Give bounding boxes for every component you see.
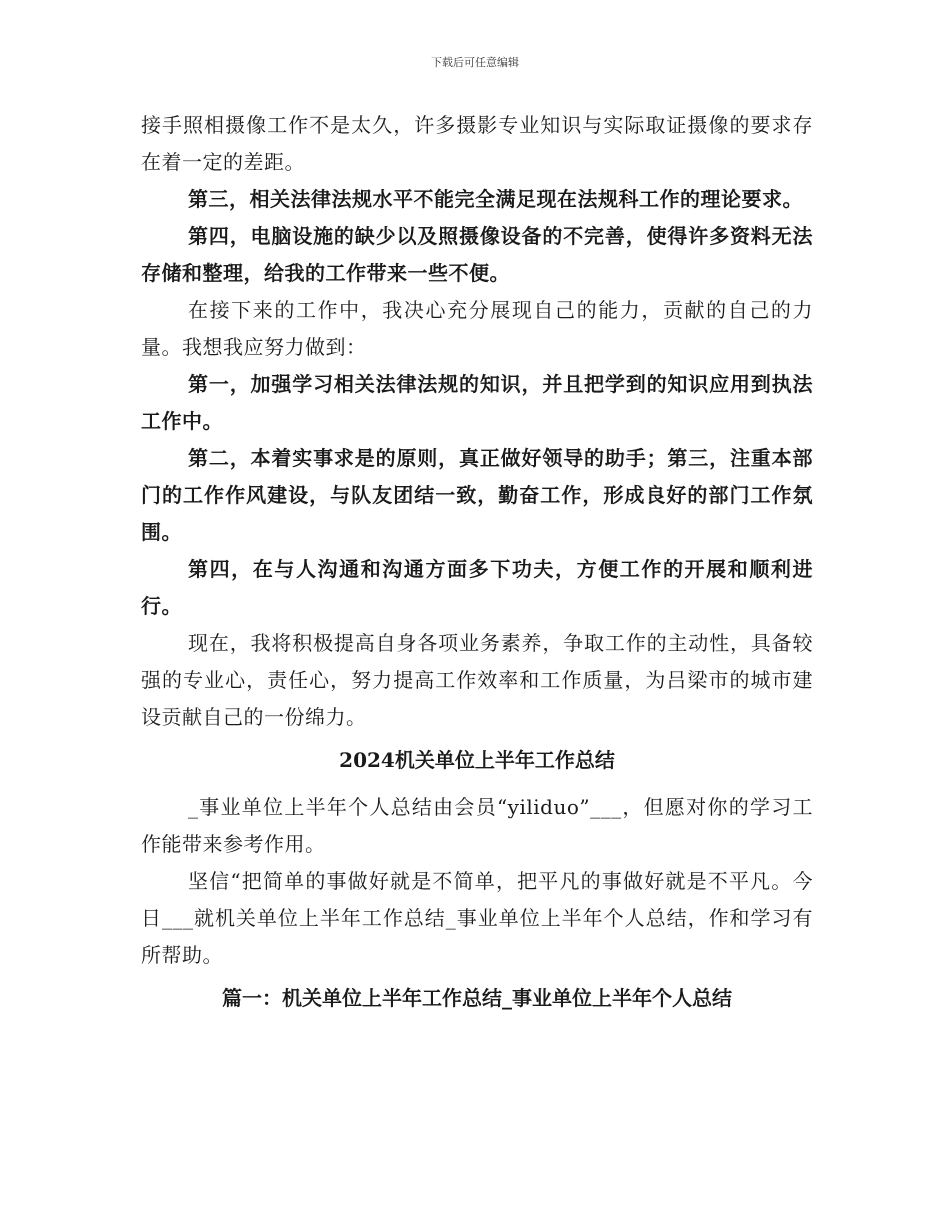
paragraph-plan-fourth: 第四，在与人沟通和沟通方面多下功夫，方便工作的开展和顺利进行。	[141, 557, 813, 618]
section-heading: 2024机关单位上半年工作总结	[339, 748, 615, 772]
paragraph-fourth-point: 第四，电脑设施的缺少以及照摄像设备的不完善，使得许多资料无法存储和整理，给我的工作带来一些不便。	[141, 224, 813, 285]
chapter-heading: 篇一：机关单位上半年工作总结_事业单位上半年个人总结	[222, 986, 732, 1010]
paragraph-note: _事业单位上半年个人总结由会员“yiliduo”___，但愿对你的学习工作能带来参考作用。	[141, 795, 813, 856]
paragraph-plan-first: 第一，加强学习相关法律法规的知识，并且把学到的知识应用到执法工作中。	[141, 372, 813, 433]
paragraph-intro-plan: 在接下来的工作中，我决心充分展现自己的能力，贡献的自己的力量。我想我应努力做到：	[141, 298, 813, 359]
paragraph-third-point: 第三，相关法律法规水平不能完全满足现在法规科工作的理论要求。	[188, 187, 803, 211]
paragraph-plan-second: 第二，本着实事求是的原则，真正做好领导的助手；第三，注重本部门的工作作风建设，与队友团结一致，勤奋工作，形成良好的部门工作氛围。	[141, 446, 813, 544]
document-body	[141, 107, 813, 1017]
paragraph-belief: 坚信“把简单的事做好就是不简单，把平凡的事做好就是不平凡。今日___就机关单位上半年工作总结_事业单位上半年个人总结，作和学习有所帮助。	[141, 869, 813, 967]
paragraph-conclusion: 现在，我将积极提高自身各项业务素养，争取工作的主动性，具备较强的专业心，责任心，努力提高工作效率和工作质量，为吕梁市的城市建设贡献自己的一份绵力。	[141, 631, 813, 729]
page-header: 下载后可任意编辑	[431, 56, 519, 69]
paragraph-continuation: 接手照相摄像工作不是太久，许多摄影专业知识与实际取证摄像的要求存在着一定的差距。	[141, 113, 813, 174]
